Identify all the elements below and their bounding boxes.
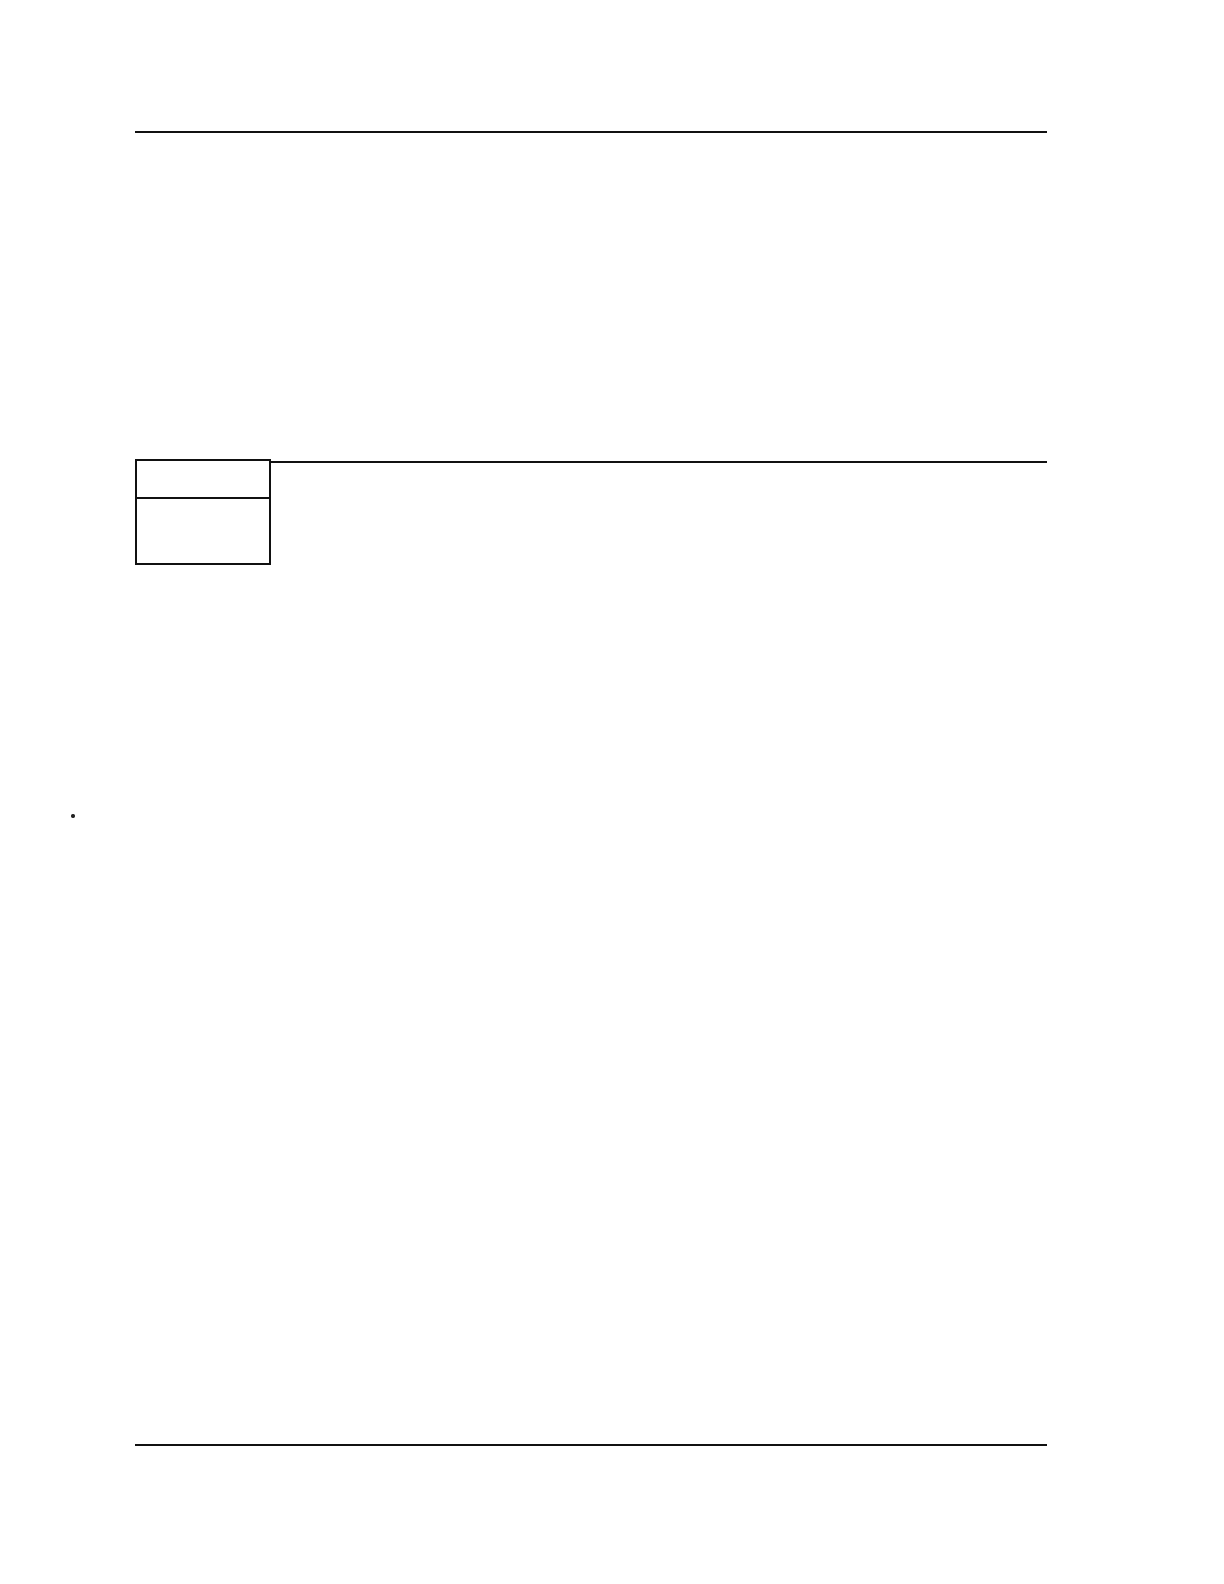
section-label xyxy=(137,461,269,499)
header-rule xyxy=(135,131,1047,133)
stray-mark xyxy=(71,814,75,818)
section-badge xyxy=(135,459,271,565)
section-rule xyxy=(271,461,1047,463)
footer-rule xyxy=(135,1444,1047,1446)
